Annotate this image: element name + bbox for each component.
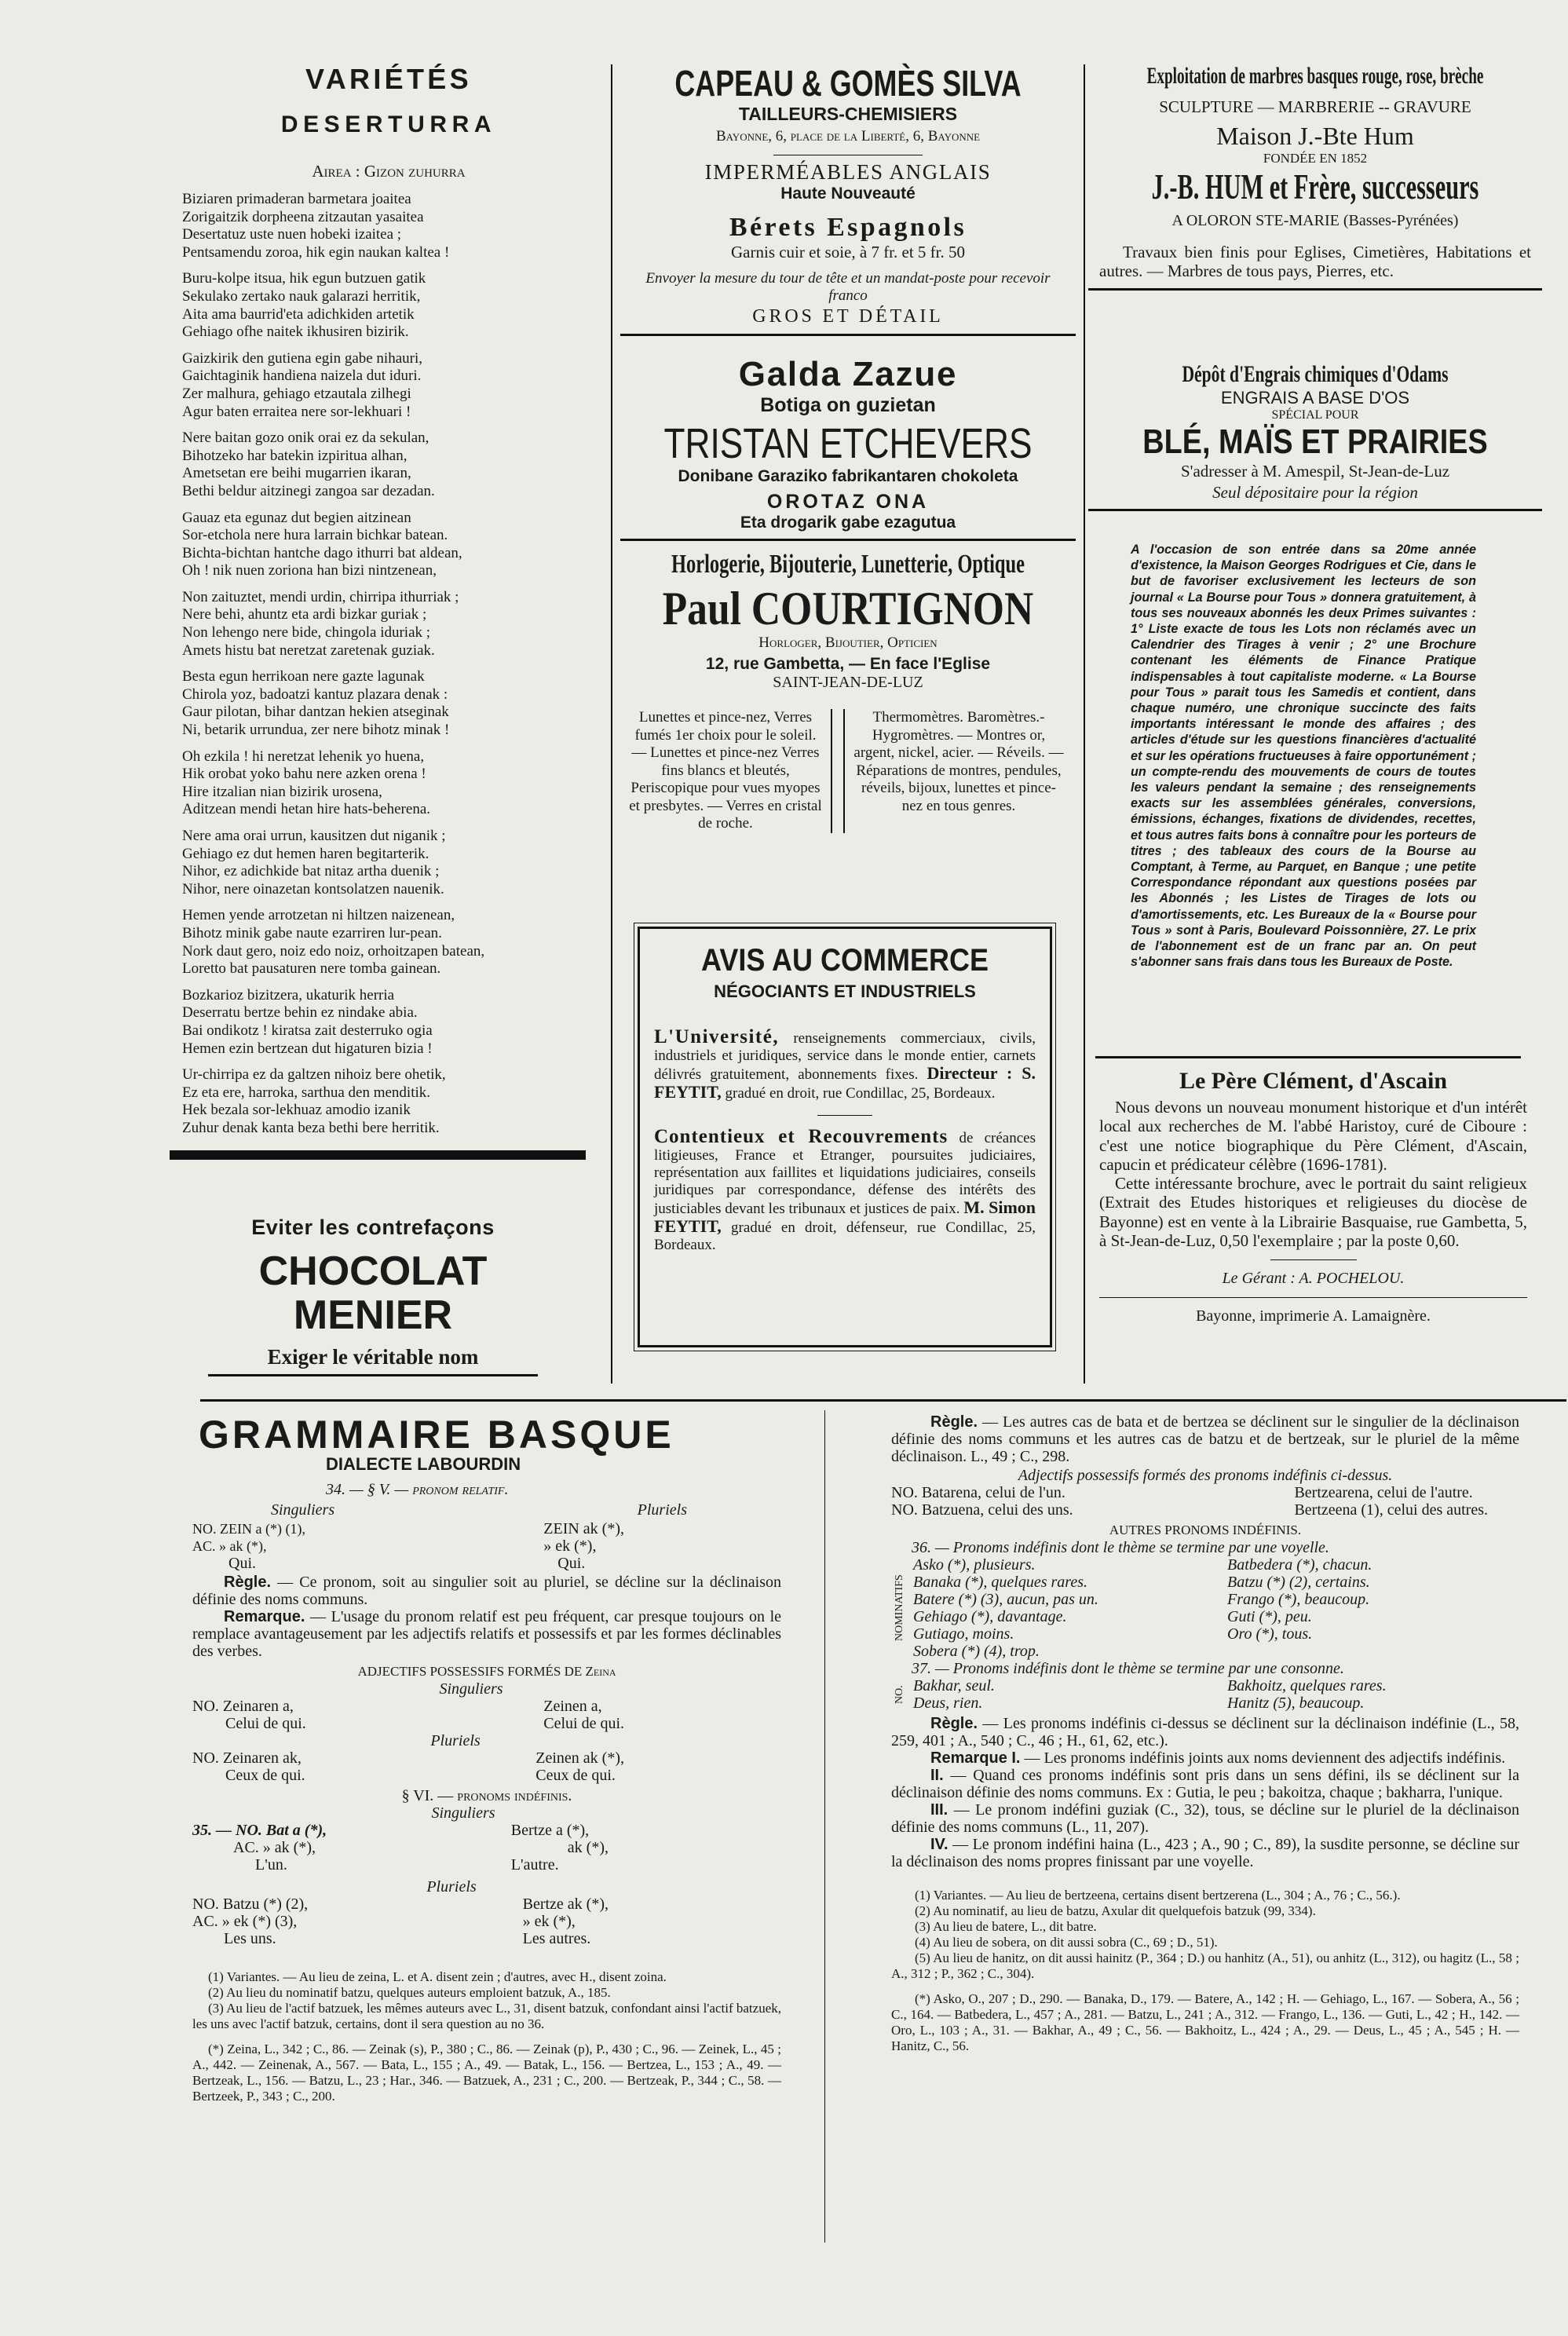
- poem-stanza: [182, 270, 589, 341]
- batarena: NO. Batarena, celui de l'un.: [891, 1484, 1065, 1501]
- poem-line: Besta egun herrikoan nere gazte lagunak: [182, 668, 425, 685]
- poem-line: Non lehengo nere bide, chingola iduriak ;: [182, 624, 431, 642]
- galda-rule: [620, 539, 1076, 541]
- s34-headers: [271, 1501, 687, 1519]
- rem-iv-label: IV.: [930, 1836, 948, 1853]
- poem-end-rule: [170, 1150, 586, 1160]
- s34-rows: [192, 1520, 624, 1572]
- bertze-ak: ak (*),: [567, 1839, 609, 1856]
- poem-line: Non zaituztet, mendi urdin, chirripa ithurriak ;: [182, 588, 459, 605]
- poem-line: Gaichtaginik handiena naizela dut iduri.: [182, 367, 422, 385]
- pere-text2: Cette intéressante brochure, avec le portrait du saint religieux (Extrait des Etudes historiques et religieuses du diocèse de Bayonne) est en vente à la Librairie Basquaise, rue Gambetta, 5, à St-Jean-de-Luz, 0,50 l'exemplaire ; par la poste 0,60.: [1099, 1174, 1527, 1251]
- adj-indef: Adjectifs possessifs formés des pronoms indéfinis ci-dessus.: [1018, 1467, 1393, 1484]
- avis-directeur: Directeur : S. FEYTIT,: [654, 1063, 1036, 1102]
- rem-iii-label: III.: [930, 1801, 948, 1819]
- poem-line: Loretto bat pausaturen nere tomba gainean.: [182, 960, 441, 978]
- adj-plur-rows: [192, 1749, 624, 1784]
- poem-line: Nihor, ez adichkide bat nitaz artha duenik ;: [182, 863, 440, 880]
- s36: 36. — Pronoms indéfinis dont le thème se termine par une voyelle.: [912, 1539, 1329, 1556]
- poem-stanza: [182, 987, 589, 1058]
- var-r1: (1) Variantes. — Au lieu de bertzeena, certains disent bertzerena (L., 304 ; A., 76 ; C., 56.).: [915, 1888, 1401, 1903]
- capeau-envoyer: Envoyer la mesure du tour de tête et un mandat-poste pour recevoir franco: [645, 270, 1051, 304]
- capeau-impermeables: IMPERMÉABLES ANGLAIS: [704, 160, 992, 184]
- avis-contentieux-title: Contentieux et Recouvrements: [654, 1126, 948, 1147]
- rem-ii-text: — Quand ces pronoms indéfinis sont pris dans un sens défini, ils se déclinent sur la déclinaison définie des noms communs. Ex : Gutia, le peu ; bakoitza, chaque ; bakharra, l'unique.: [891, 1767, 1519, 1801]
- poem-line: Ni, betarik urrundua, zer nere bihotz minak !: [182, 722, 450, 739]
- poem-stanza: [182, 668, 589, 739]
- horlogerie-ad: [628, 550, 1068, 833]
- bottom-column-rule: [824, 1410, 825, 2243]
- indef-pronoun: Oro (*), tous.: [1227, 1625, 1313, 1643]
- varietes-heading: VARIÉTÉS: [305, 63, 472, 95]
- varietes-column: [182, 63, 589, 1160]
- galda-ad: [628, 355, 1068, 541]
- poem-line: Nere baitan gozo onik orai ez da sekulan,: [182, 430, 429, 447]
- celui-1: Celui de qui.: [225, 1715, 306, 1732]
- remarque-text: — L'usage du pronom relatif est peu fréquent, car presque toujours on le remplace avantageusement par les adjectifs relatifs et possessifs et par les formes déclinables des verbes.: [192, 1608, 782, 1660]
- horlogerie-divider: [831, 709, 845, 833]
- horlogerie-trades: Horloger, Bijoutier, Opticien: [758, 634, 938, 651]
- avis-univ: [654, 1026, 1036, 1102]
- chocolat-line1: CHOCOLAT: [258, 1248, 488, 1294]
- marbres-maison: Maison J.-Bte Hum: [1216, 122, 1414, 150]
- poem-air: Airea : Gizon zuhurra: [312, 162, 466, 181]
- bertze-a: Bertze a (*),: [510, 1822, 590, 1839]
- poem-line: Aita ama baurrid'eta adichkiden artetik: [182, 305, 415, 323]
- poem-line: Ur-chirripa ez da galtzen nihoiz bere ohetik,: [182, 1066, 446, 1084]
- poem-line: Oh ezkila ! hi neretzat lehenik yo huena,: [182, 748, 425, 765]
- s35-ac: AC. » ak (*),: [233, 1839, 316, 1856]
- engrais-ble: BLÉ, MAÏS ET PRAIRIES: [1142, 422, 1488, 461]
- poem-line: Hemen ezin bertzean dut higaturen bizia !: [182, 1040, 433, 1057]
- engrais-adresser: S'adresser à M. Amespil, St-Jean-de-Luz: [1180, 462, 1450, 481]
- pere-title: Le Père Clément, d'Ascain: [1179, 1068, 1448, 1094]
- poem-line: Zuhur denak kanta beza bethi bere herritik.: [182, 1119, 440, 1136]
- avis-simon: M. Simon FEYTIT,: [654, 1197, 1036, 1236]
- column-rule-1: [611, 64, 612, 1384]
- engrais-special: SPÉCIAL POUR: [1271, 408, 1359, 422]
- marbres-title: Exploitation de marbres basques rouge, rose, brèche: [1146, 63, 1484, 89]
- poem-stanza: [182, 907, 589, 978]
- avis-rule: [817, 1115, 872, 1116]
- no-label: NO.: [894, 1685, 905, 1704]
- horlogerie-title: Horlogerie, Bijouterie, Lunetterie, Optique: [671, 550, 1025, 579]
- poem-stanza: [182, 191, 589, 261]
- s35-plur-rows: [192, 1895, 609, 1947]
- poem-line: Ametsetan ere beihi mugarrien ikaran,: [182, 465, 411, 482]
- poem-stanza: [182, 350, 589, 421]
- indef-pronoun: Asko (*), plusieurs.: [913, 1556, 1036, 1574]
- horlogerie-address: 12, rue Gambetta, — En face l'Eglise: [705, 655, 991, 673]
- capeau-berets: Bérets Espagnols: [729, 213, 967, 242]
- adj-title: ADJECTIFS POSSESSIFS FORMÉS DE Zeina: [357, 1664, 616, 1679]
- indef-pronoun: Gehiago (*), davantage.: [913, 1608, 1067, 1625]
- refs1: (*) Zeina, L., 342 ; C., 86. — Zeinak (s), P., 380 ; C., 86. — Zeinak (p), P., 430 ; C., 96. — Zeinek, L., 45 ; A., 442. — Zeinenak, A., 567. — Bata, L., 155 ; A., 49. — Batak, L., 156. — Bertzea, L., 153 ; A., 49. — Bertzeak, L., 156. — Batzu, L., 23 ; Har., 346. — Batzuek, A., 231 ; C., 200. — Bertzeak, P., 344 ; C., 58. — Bertzeek, P., 343 ; C., 200.: [192, 2042, 781, 2104]
- poem-line: Agur baten erraitea nere sor-lekhuari !: [182, 403, 411, 420]
- regle1-label: Règle.: [224, 1574, 272, 1591]
- regle1: [192, 1574, 781, 1608]
- regle1-text: — Ce pronom, soit au singulier soit au pluriel, se décline sur la déclinaison définie des noms communs.: [192, 1574, 782, 1608]
- grammaire-left: [192, 1413, 781, 2104]
- rem1: [891, 1749, 1519, 1767]
- chocolat-line2: MENIER: [293, 1292, 453, 1338]
- engrais-seul: Seul dépositaire pour la région: [1212, 483, 1418, 502]
- adj-indef-rows: [891, 1484, 1488, 1519]
- poem-line: Gaizkirik den gutiena egin gabe nihauri,: [182, 349, 423, 367]
- s36-block: [891, 1556, 1519, 1660]
- refs2: (*) Asko, O., 207 ; D., 290. — Banaka, D., 179. — Batere, A., 142 ; H. — Gehiago, L., 167. — Sobera, A., 56 ; C., 164. — Batbedera, L., 457 ; A., 281. — Batzu, L., 241 ; A., 312. — Frango, L., 136. — Guti, L., 42 ; H., 142. — Oro, L., 103 ; A., 31. — Bakhar, A., 49 ; C., 56. — Bakhoitz, L., 424 ; A., 29. — Deus, L., 45 ; A., 545 ; H. — Hanitz, C., 56.: [891, 1991, 1519, 2053]
- marbres-fondee: FONDÉE EN 1852: [1263, 151, 1368, 166]
- indef-pronoun: Gutiago, moins.: [913, 1625, 1014, 1643]
- galda-orotaz: OROTAZ ONA: [766, 491, 930, 513]
- adj-plur: Pluriels: [430, 1732, 481, 1749]
- regle3-label: Règle.: [930, 1715, 978, 1732]
- zeinen-a: Zeinen a,: [543, 1698, 602, 1715]
- capeau-gros: GROS ET DÉTAIL: [752, 306, 944, 327]
- poem-stanza: [182, 589, 589, 660]
- var-r5: (5) Au lieu de hanitz, on dit aussi hainitz (P., 364 ; D.) ou hanhitz (A., 51), ou anhitz (L., 312), ou hagitz (L., 58 ; A., 312 ; P., 362 ; C., 304).: [891, 1950, 1519, 1981]
- poem-line: Zer malhura, gehiago etzautala zilhegi: [182, 385, 411, 402]
- marbres-sub: SCULPTURE — MARBRERIE -- GRAVURE: [1159, 97, 1471, 116]
- chocolat-menier-ad: [208, 1216, 538, 1376]
- var-r3: (3) Au lieu de batere, L., dit batre.: [915, 1919, 1097, 1934]
- poem-line: Pentsamendu zoroa, hik egin naukan kaltea !: [182, 243, 450, 261]
- lun: L'un.: [255, 1856, 287, 1874]
- rem-iv-text: — Le pronom indéfini haina (L., 423 ; A., 90 ; C., 89), la susdite personne, se décline sur la déclinaison des noms propres finissant par une voyelle.: [891, 1836, 1519, 1870]
- regle3: [891, 1715, 1519, 1749]
- poem-title: DESERTURRA: [280, 111, 497, 137]
- poem-line: Zorigaitzik dorpheena zitzautan yasaitea: [182, 208, 424, 225]
- zein-pl-qui: Qui.: [557, 1555, 586, 1572]
- avis-contentieux-text: de créances litigieuses, France et Etranger, poursuites judiciaires, représentation aux faillites et liquidations judiciaires, conseils juridiques par correspondance, défense des intérêts des justiciables devant les tribunaux et justices de paix.: [654, 1130, 1036, 1217]
- les-autres: Les autres.: [522, 1930, 591, 1947]
- s6: § VI. — pronoms indéfinis.: [401, 1787, 572, 1804]
- marbres-rule: [1088, 288, 1542, 291]
- poem-line: Ez eta ere, harroka, sarthua den menditik.: [182, 1084, 430, 1101]
- chocolat-bottom: Exiger le véritable nom: [267, 1345, 479, 1369]
- bertzearena: Bertzearena, celui de l'autre.: [1294, 1484, 1473, 1501]
- avis-univ-text: renseignements commerciaux, civils, industriels et juridiques, service dans le monde entier, carnets délivrés gratuitement, abonnements fixes.: [654, 1030, 1036, 1083]
- engrais-ad: [1099, 361, 1531, 511]
- poem-line: Bai ondikotz ! kiratsa zait desterruko ogia: [182, 1022, 433, 1039]
- les-uns: Les uns.: [224, 1930, 276, 1947]
- avis-directeur-rest: gradué en droit, rue Condillac, 25, Bordeaux.: [725, 1085, 996, 1102]
- rem-ii: [891, 1767, 1519, 1801]
- bourse-ad: A l'occasion de son entrée dans sa 20me année d'existence, la Maison Georges Rodrigues et Cie, dans le but de favoriser exclusivement les lecteurs de son journal « La Bourse pour Tous » donnera gratuitement, à tous ses nouveaux abonnés les deux Primes suivantes : 1° Liste exacte de tous les Lots non réclamés avec un Calendrier des Tirages à venir ; 2° une Brochure contenant les éléments de Finance Pratique indispensables à tout capitaliste moderne. « La Bourse pour Tous » parait tous les Samedis et contient, dans chaque numéro, une chronique succincte des faits importants intéressant le monde des affaires ; des articles d'étude sur les questions financières d'actualité et sur les opérations fructueuses à faire opportunément ; un compte-rendu des mouvements de cours de toutes les valeurs pendant la semaine ; des renseignements exacts sur les assemblées générales, conversions, émissions, échanges, fixations de dividendes, recettes, et tous autres faits bons à connaître pour les porteurs de titres ; des tableaux des cours de la Bourse au Comptant, à Terme, au Parquet, en Banque ; une petite Correspondance répondant aux questions posées par les Abonnés ; les Listes de Tirages de lots ou d'amortissements, etc. Les Bureaux de la « Bourse pour Tous » sont à Paris, Boulevard Poissonnière, 27. Le prix de l'abonnement est de un franc par an. On peut s'abonner sans frais dans tous les Bureaux de Poste.: [1131, 543, 1476, 970]
- grammaire-title: GRAMMAIRE BASQUE: [199, 1413, 674, 1457]
- s34-plur-forms: [543, 1520, 624, 1572]
- poem-line: Gauaz eta egunaz dut begien aitzinean: [182, 509, 411, 526]
- var-r4: (4) Au lieu de sobera, on dit aussi sobra (C., 69 ; D., 51).: [915, 1935, 1218, 1950]
- zein-pl-no: ZEIN ak (*),: [543, 1520, 624, 1537]
- poem-line: Gehiago ez dut hemen haren begitarterik.: [182, 845, 429, 862]
- remarque-label: Remarque.: [224, 1608, 305, 1625]
- avis-title: AVIS AU COMMERCE: [700, 943, 989, 978]
- rem-iv: [891, 1836, 1519, 1870]
- zeinen-ak: Zeinen ak (*),: [535, 1749, 624, 1767]
- horlogerie-right: Thermomètres. Baromètres.-Hygromètres. — Montres or, argent, nickel, acier. — Réveils. — Réparations de montres, pendules, réveils, bijoux, lunettes et pince-nez en tous genres.: [853, 709, 1064, 814]
- horlogerie-name: Paul COURTIGNON: [662, 583, 1034, 634]
- poem-line: Bethi beldur aitzinegi zangoa sar dezadan.: [182, 482, 435, 499]
- poem-line: Buru-kolpe itsua, hik egun butzuen gatik: [182, 270, 426, 287]
- variantes3: (3) Au lieu de l'actif batzuek, les mêmes auteurs avec L., 31, disent batzuk, confondant ainsi l'actif batzuek, les uns avec l'actif batzuk, certains, dont il sera question au no 36.: [192, 2001, 781, 2031]
- poem-line: Nihor, nere oinazetan kontsolatzen nauenik.: [182, 880, 444, 897]
- zeinaren-a: NO. Zeinaren a,: [192, 1698, 294, 1715]
- indef-pronoun: Guti (*), peu.: [1227, 1608, 1312, 1625]
- rem1-text: — Les pronoms indéfinis joints aux noms deviennent des adjectifs indéfinis.: [1024, 1749, 1506, 1767]
- bourse-rule: [1095, 1056, 1521, 1058]
- poem-line: Bichta-bichtan hantche dago ithurri bat aldean,: [182, 544, 462, 561]
- s35-rows: [192, 1822, 609, 1874]
- avis-box: [638, 927, 1052, 1347]
- poem-line: Sor-etchola nere hura larrain bichkar batean.: [182, 527, 448, 544]
- capeau-address: Bayonne, 6, place de la Liberté, 6, Bayonne: [715, 128, 981, 144]
- capeau-rule-2: [620, 334, 1076, 336]
- rem-ii-label: II.: [930, 1767, 944, 1784]
- avis-contentieux: [654, 1128, 1036, 1254]
- celui-2: Celui de qui.: [543, 1715, 624, 1732]
- batzu-ac: AC. » ek (*) (3),: [192, 1913, 298, 1930]
- marbres-travaux: Travaux bien finis pour Eglises, Cimetières, Habitations et autres. — Marbres de tous pays, Pierres, etc.: [1099, 243, 1531, 280]
- adj-sing-rows: [192, 1698, 624, 1732]
- engrais-rule: [1088, 509, 1542, 511]
- regle2-label: Règle.: [930, 1413, 978, 1431]
- footnotes-left: [192, 1969, 781, 2104]
- poem-line: Hek bezala sor-lekhuaz amodio izanik: [182, 1102, 411, 1119]
- poem-line: Nork daut gero, noiz edo noiz, orhoitzapen batean,: [182, 942, 485, 960]
- chocolat-top: Eviter les contrefaçons: [251, 1216, 495, 1239]
- list36-left: [913, 1556, 1227, 1660]
- capeau-sub: TAILLEURS-CHEMISIERS: [738, 104, 958, 124]
- autres-title: AUTRES PRONOMS INDÉFINIS.: [1109, 1523, 1302, 1537]
- s34: 34. — § V. — pronom relatif.: [326, 1481, 509, 1498]
- pere-gerant: Le Gérant : A. POCHELOU.: [1222, 1270, 1405, 1288]
- batzuena: NO. Batzuena, celui des uns.: [891, 1501, 1073, 1519]
- poem-line: Amets histu bat neretzat zaretenak guziak.: [182, 642, 435, 659]
- column-rule-2: [1084, 64, 1085, 1384]
- avis-sub: NÉGOCIANTS ET INDUSTRIELS: [714, 982, 976, 1001]
- indef-pronoun: Banaka (*), quelques rares.: [913, 1574, 1087, 1591]
- pere-rule-2: [1099, 1297, 1527, 1298]
- s37-block: [891, 1677, 1519, 1712]
- s35-plur: Pluriels: [426, 1878, 477, 1895]
- chocolat-rule: [208, 1374, 538, 1376]
- bertze-pl: Bertze ak (*),: [522, 1895, 609, 1913]
- s6-sing: Singuliers: [431, 1804, 495, 1822]
- galda-botiga: Botiga on guzietan: [760, 394, 936, 416]
- regle2-text: — Les autres cas de bata et de bertzea se déclinent sur le singulier de la déclinaison définie des noms communs et les autres cas de batzu et de bertzeak, sur le pluriel de la même déclinaison. L., 49 ; C., 298.: [891, 1413, 1519, 1465]
- pere-imprimerie: Bayonne, imprimerie A. Lamaignère.: [1196, 1307, 1431, 1325]
- deus: Deus, rien.: [913, 1694, 983, 1712]
- poem-line: Nere behi, ahuntz eta ardi bizkar guriak ;: [182, 606, 427, 623]
- poem-line: Bozkarioz bizitzera, ukaturik herria: [182, 986, 395, 1003]
- rem-iii-text: — Le pronom indéfini guziak (C., 32), tous, se décline sur le pluriel de la déclinaison définie des noms communs (L., 11, 207).: [891, 1801, 1520, 1836]
- galda-donibane: Donibane Garaziko fabrikantaren chokoleta: [678, 467, 1018, 485]
- zein-qui: Qui.: [228, 1555, 256, 1572]
- ceux-1: Ceux de qui.: [225, 1767, 305, 1784]
- s37-left: [913, 1677, 1227, 1712]
- capeau-ad: [628, 63, 1068, 336]
- pere-rule-1: [1270, 1259, 1357, 1260]
- indef-pronoun: Batbedera (*), chacun.: [1227, 1556, 1372, 1574]
- horlogerie-left: Lunettes et pince-nez, Verres fumés 1er choix pour le soleil. — Lunettes et pince-nez Verres fins blancs et bleutés, Periscopique pour vues myopes et presbytes. — Verres en cristal de roche.: [629, 709, 822, 832]
- s34-sing: Singuliers: [271, 1501, 335, 1519]
- zein-ac: AC. » ak (*),: [192, 1538, 267, 1554]
- poem-line: Gehiago ofhe naitek ikhusiren bizirik.: [182, 324, 409, 341]
- horlogerie-city: SAINT-JEAN-DE-LUZ: [773, 674, 923, 691]
- s35-no: [192, 1822, 327, 1839]
- nominatifs-label: NOMINATIFS: [894, 1574, 905, 1642]
- poem-line: Biziaren primaderan barmetara joaitea: [182, 191, 411, 207]
- bertze-ek: » ek (*),: [522, 1913, 576, 1930]
- footnotes-right: [891, 1888, 1519, 2054]
- rem-iii: [891, 1801, 1519, 1836]
- marbres-ad: [1099, 63, 1531, 291]
- poem-line: Sekulako zertako nauk galarazi herritik,: [182, 287, 421, 305]
- galda-eta: Eta drogarik gabe ezagutua: [740, 514, 956, 532]
- indef-pronoun: Sobera (*) (4), trop.: [913, 1643, 1040, 1660]
- poem-line: Bihotz minik gabe naute ezarriren lur-pean.: [182, 924, 442, 941]
- indef-pronoun: Frango (*), beaucoup.: [1227, 1591, 1370, 1608]
- poem-stanza: [182, 1066, 589, 1137]
- galda-title: Galda Zazue: [738, 355, 958, 393]
- variantes2: (2) Au lieu du nominatif batzu, quelques auteurs emploient batzuk, A., 185.: [208, 1985, 611, 2000]
- bertzeena: Bertzeena (1), celui des autres.: [1294, 1501, 1488, 1519]
- zeinaren-ak: NO. Zeinaren ak,: [192, 1749, 302, 1767]
- poem-line: Nere ama orai urrun, kausitzen dut niganik ;: [182, 828, 446, 844]
- s34-sing-forms: [192, 1520, 305, 1572]
- regle2: [891, 1413, 1519, 1465]
- pere-clement: [1099, 1068, 1527, 1325]
- capeau-garnis: Garnis cuir et soie, à 7 fr. et 5 fr. 50: [731, 243, 965, 261]
- list36-right: [1227, 1556, 1372, 1660]
- s37-right: [1227, 1677, 1387, 1712]
- poem-line: Hire itzalian nian bizirik urosena,: [182, 783, 382, 800]
- hanitz: Hanitz (5), beaucoup.: [1227, 1694, 1365, 1712]
- horlogerie-columns: [628, 709, 1068, 833]
- poem-stanza: [182, 828, 589, 898]
- engrais-title: Dépôt d'Engrais chimiques d'Odams: [1182, 361, 1449, 387]
- marbres-successeurs: J.-B. HUM et Frère, successeurs: [1151, 166, 1479, 207]
- s37: 37. — Pronoms indéfinis dont le thème se termine par une consonne.: [912, 1660, 1344, 1677]
- indef-pronoun: Batere (*) (3), aucun, pas un.: [913, 1591, 1098, 1608]
- zein-pl-ac: » ek (*),: [543, 1537, 597, 1555]
- bakhar: Bakhar, seul.: [913, 1677, 995, 1694]
- lautre: L'autre.: [510, 1856, 559, 1874]
- var-r2: (2) Au nominatif, au lieu de batzu, Axular dit quelquefois batzuk (99, 334).: [915, 1903, 1316, 1918]
- marbres-oloron: A OLORON STE-MARIE (Basses-Pyrénées): [1171, 212, 1459, 229]
- variantes1: (1) Variantes. — Au lieu de zeina, L. et A. disent zein ; d'autres, avec H., disent zoina.: [208, 1969, 667, 1984]
- poem-stanza: [182, 510, 589, 580]
- zein-no: NO. ZEIN a (*) (1),: [192, 1521, 305, 1537]
- engrais-sub: ENGRAIS A BASE D'OS: [1220, 388, 1410, 408]
- poem-stanzas: [182, 191, 589, 1138]
- galda-name: TRISTAN ETCHEVERS: [663, 420, 1033, 467]
- avis-simon-rest: gradué en droit, défenseur, rue Condillac, 25, Bordeaux.: [654, 1219, 1036, 1253]
- ceux-2: Ceux de qui.: [535, 1767, 616, 1784]
- bakhoitz: Bakhoitz, quelques rares.: [1227, 1677, 1387, 1694]
- poem-line: Bihotzeko har batekin izpiritua alhan,: [182, 447, 408, 464]
- grammaire-dialecte: DIALECTE LABOURDIN: [326, 1454, 521, 1474]
- capeau-haute: Haute Nouveauté: [780, 185, 916, 203]
- remarque: [192, 1608, 781, 1660]
- poem-stanza: [182, 430, 589, 500]
- poem-line: Hemen yende arrotzetan ni hiltzen naizenean,: [182, 907, 455, 924]
- section-rule: [200, 1399, 1566, 1402]
- s35-no-text: 35. — NO. Bat a (*),: [192, 1822, 327, 1839]
- s34-plur: Pluriels: [637, 1501, 687, 1519]
- regle3-text: — Les pronoms indéfinis ci-dessus se déclinent sur la déclinaison indéfinie (L., 58, 259, 401 ; A., 540 ; C., 46 ; H., 61, 62, etc.).: [891, 1715, 1520, 1749]
- grammaire-right: [891, 1413, 1519, 2054]
- poem-line: Oh ! nik nuen zoriona han bizi nintzenean,: [182, 562, 437, 579]
- poem-line: Aditzean mendi hetan hire hats-beherena.: [182, 801, 430, 818]
- poem-stanza: [182, 748, 589, 819]
- poem-line: Chirola yoz, badoatzi kantuz plazara denak :: [182, 685, 448, 703]
- capeau-title: CAPEAU & GOMÈS SILVA: [674, 63, 1022, 104]
- adj-sing: Singuliers: [439, 1680, 503, 1698]
- batzu-no: NO. Batzu (*) (2),: [192, 1895, 309, 1913]
- poem-line: Desertatuz uste nuen hobeki izaitea ;: [182, 226, 402, 243]
- poem-line: Deserratu bertze behin ez nindake abia.: [182, 1004, 418, 1022]
- poem-line: Gaur pilotan, bihar dantzan hekien atseginak: [182, 704, 449, 721]
- rem1-label: Remarque I.: [930, 1749, 1021, 1767]
- indef-pronoun: Batzu (*) (2), certains.: [1227, 1574, 1370, 1591]
- poem-line: Hik orobat yoko bahu nere azken orena !: [182, 766, 426, 783]
- pere-text: Nous devons un nouveau monument historique et d'un intérêt local aux recherches de M. l'abbé Haristoy, curé de Ciboure : c'est une notice biographique du Père Clément, d'Ascain, capucin et prédicateur célèbre (1696-1781).: [1099, 1098, 1527, 1174]
- avis-univ-title: L'Université,: [654, 1026, 780, 1047]
